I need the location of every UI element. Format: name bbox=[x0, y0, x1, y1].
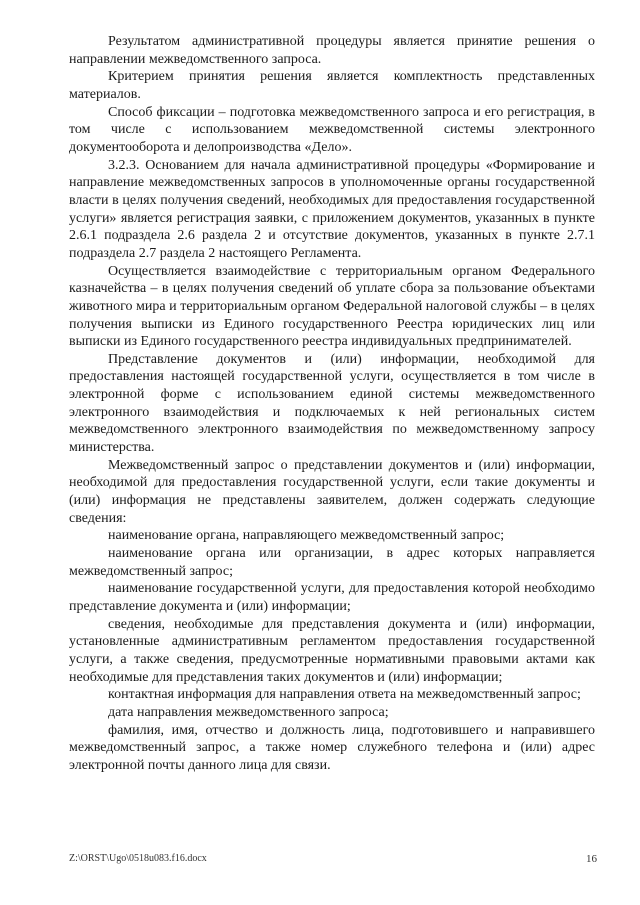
paragraph-request-contents: Межведомственный запрос о представлении документов и (или) информации, необходимой для предоставления государственной услуги, если такие документы и (или) информация не представлены заявителем, должен содержать следующие сведения: bbox=[69, 457, 595, 526]
paragraph-electronic-form: Представление документов и (или) информации, необходимой для предоставления настоящей государственной услуги, осуществляется в том числе в электронной форме с использованием единой системы межведомственного электронного взаимодействия и подключаемых к ней региональных систем межведомственного электронного взаимодействия по межведомственному запросу министерства. bbox=[69, 351, 595, 456]
footer-file-path: Z:\ORST\Ugo\0518u083.f16.docx bbox=[69, 853, 207, 864]
paragraph-result: Результатом административной процедуры является принятие решения о направлении межведомственного запроса. bbox=[69, 34, 595, 67]
document-body bbox=[69, 33, 595, 775]
list-item-organ-name: наименование органа, направляющего межведомственный запрос; bbox=[108, 528, 505, 544]
list-item-required-info: сведения, необходимые для представления документа и (или) информации, установленные административным регламентом предоставления государственной услуги, а также сведения, предусмотренные нормативными правовыми актами как необходимые для представления таких документов и (или) информации; bbox=[69, 616, 595, 685]
paragraph-fixation: Способ фиксации – подготовка межведомственного запроса и его регистрация, в том числе с использованием межведомственной системы электронного документооборота и делопроизводства «Дело». bbox=[69, 104, 595, 155]
paragraph-criterion: Критерием принятия решения является комплектность представленных материалов. bbox=[69, 69, 595, 102]
list-item-service-name: наименование государственной услуги, для предоставления которой необходимо представление документа и (или) информации; bbox=[69, 581, 595, 614]
list-item-recipient: наименование органа или организации, в адрес которых направляется межведомственный запрос; bbox=[69, 546, 595, 579]
paragraph-interaction: Осуществляется взаимодействие с территориальным органом Федерального казначейства – в целях получения сведений об уплате сбора за пользование объектами животного мира и территориальным органом Федеральной налоговой службы – в целях получения выписки из Единого государственного Реестра юридических лиц или выписки из Единого государственного реестра индивидуальных предпринимателей. bbox=[69, 263, 595, 350]
list-item-request-date: дата направления межведомственного запроса; bbox=[108, 704, 389, 720]
paragraph-3-2-3: 3.2.3. Основанием для начала административной процедуры «Формирование и направление межведомственных запросов в уполномоченные органы государственной власти в целях получения сведений, необходимых для предоставления государственной услуги» является регистрация заявки, с приложением документов, указанных в пункте 2.6.1 подраздела 2.6 раздела 2 и отсутствие документов, указанных в пункте 2.7.1 подраздела 2.7 раздела 2 настоящего Регламента. bbox=[69, 157, 595, 261]
page-number: 16 bbox=[586, 853, 597, 865]
list-item-contact-info: контактная информация для направления ответа на межведомственный запрос; bbox=[108, 687, 581, 703]
list-item-responsible-person: фамилия, имя, отчество и должность лица, подготовившего и направившего межведомственный запрос, а также номер служебного телефона и (или) адрес электронной почты данного лица для связи. bbox=[69, 722, 595, 773]
